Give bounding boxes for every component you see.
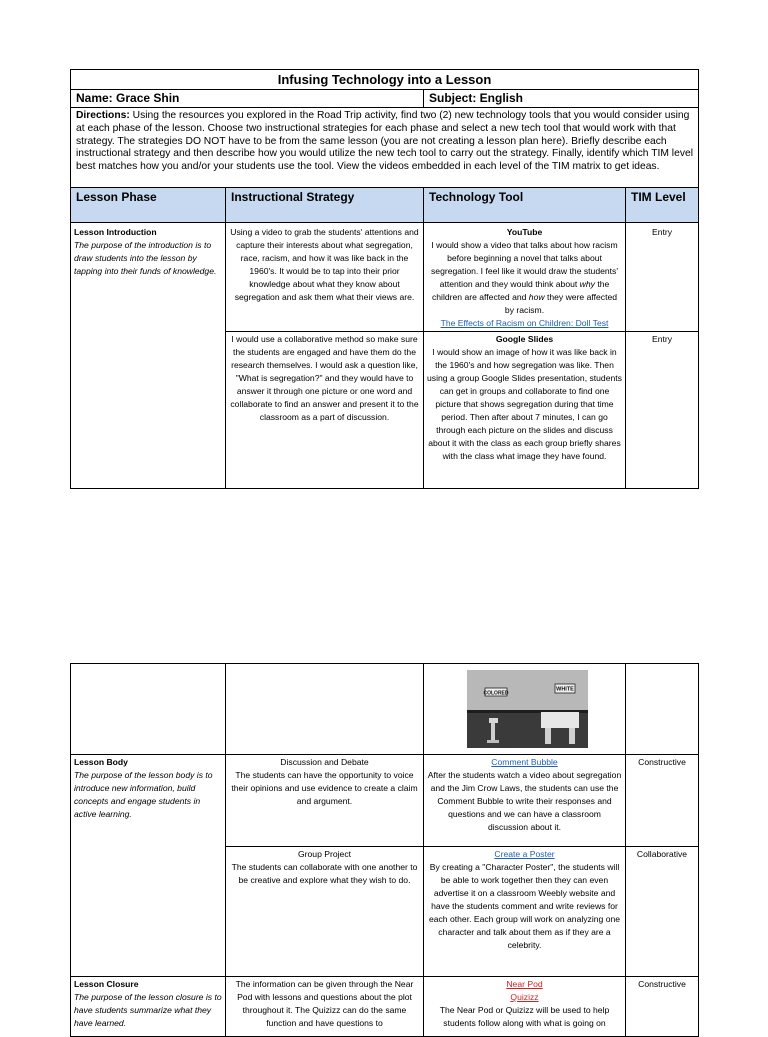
intro-tool-2 bbox=[424, 332, 626, 489]
body-tool-1-desc: After the students watch a video about segregation and the Jim Crow Laws, the students can use the Comment Bubble to write their responses and questions and we can have a classroom discussion about it. bbox=[427, 770, 622, 832]
blank-strategy-cell bbox=[226, 664, 424, 755]
body-tool-2 bbox=[424, 847, 626, 977]
intro-tim-2: Entry bbox=[626, 332, 699, 489]
intro-phase-cell bbox=[71, 223, 226, 489]
column-header-strategy: Instructional Strategy bbox=[226, 188, 424, 223]
body-strategy-1 bbox=[226, 755, 424, 847]
lesson-table-page1 bbox=[70, 69, 699, 489]
closure-phase-desc: The purpose of the lesson closure is to have students summarize what they have learned. bbox=[74, 992, 222, 1028]
white-sign: WHITE bbox=[556, 686, 574, 693]
strategy-title-discussion: Discussion and Debate bbox=[280, 757, 369, 767]
colored-sign: COLORED bbox=[483, 690, 509, 697]
body-phase-desc: The purpose of the lesson body is to introduce new information, build concepts and engage students in active learning. bbox=[74, 770, 213, 819]
body-tool-1 bbox=[424, 755, 626, 847]
closure-tim: Constructive bbox=[626, 977, 699, 1037]
document-title: Infusing Technology into a Lesson bbox=[71, 70, 699, 90]
column-header-phase: Lesson Phase bbox=[71, 188, 226, 223]
closure-tool-desc: The Near Pod or Quizizz will be used to help students follow along with what is going on bbox=[439, 1005, 610, 1028]
intro-tim-1: Entry bbox=[626, 223, 699, 332]
directions bbox=[71, 108, 699, 188]
body-tool-2-desc: By creating a "Character Poster", the students will be able to work together then they can even advertise it on a classroom Weebly website and have the students comment and write reviews for each other. Each group will work on analyzing one character and talk about them as if they are a celebrity. bbox=[428, 862, 621, 950]
column-header-tool: Technology Tool bbox=[424, 188, 626, 223]
doll-test-link[interactable]: The Effects of Racism on Children: Doll Test bbox=[440, 318, 609, 328]
closure-phase-title: Lesson Closure bbox=[74, 979, 139, 989]
intro-tool-1-desc: I would show a video that talks about how racism before beginning a novel that talks about segregation. I feel like it would draw the students' attention and they would think about why the children are affected and how they were affected by racism. bbox=[431, 240, 618, 315]
closure-strategy: The information can be given through the Near Pod with lessons and questions about the plot throughout it. The Quizizz can do the same function and have questions to bbox=[226, 977, 424, 1037]
quizizz-link[interactable]: Quizizz bbox=[510, 992, 539, 1002]
column-header-tim: TIM Level bbox=[626, 188, 699, 223]
strategy-title-group-project: Group Project bbox=[297, 849, 352, 859]
near-pod-link[interactable]: Near Pod bbox=[506, 979, 543, 989]
subject: Subject: English bbox=[424, 90, 699, 108]
segregation-photo-cell bbox=[424, 664, 626, 755]
segregated-fountains-photo bbox=[467, 670, 588, 748]
body-phase-title: Lesson Body bbox=[74, 757, 128, 767]
intro-phase-desc: The purpose of the introduction is to draw students into the lesson by tapping into their funds of knowledge. bbox=[74, 240, 217, 276]
tool-name-youtube: YouTube bbox=[506, 227, 543, 237]
create-poster-link[interactable]: Create a Poster bbox=[494, 849, 555, 859]
intro-strategy-1: Using a video to grab the students' attentions and capture their interests about what segregation, race, racism, and how it was like back in the 1960's. It would be to tap into their prior knowledge about what they know about segregation and ask them what their views are. bbox=[226, 223, 424, 332]
body-strategy-1-desc: The students can have the opportunity to voice their opinions and use evidence to create a claim and argument. bbox=[231, 770, 418, 806]
body-strategy-2-desc: The students can collaborate with one another to be creative and explore what they wish to do. bbox=[231, 862, 418, 885]
comment-bubble-link[interactable]: Comment Bubble bbox=[491, 757, 558, 767]
student-name: Name: Grace Shin bbox=[71, 90, 424, 108]
body-tim-2: Collaborative bbox=[626, 847, 699, 977]
directions-text: Using the resources you explored in the Road Trip activity, find two (2) new technology tools that you would consider using at each phase of the lesson. Choose two instructional strategies for each phase and select a new tech tool that would work with that strategy. The strategies DO NOT have to be from the same lesson (you are not creating a lesson plan here). Briefly describe each instructional strategy and then describe how you would utilize the new tech tool to carry out the strategy. Finally, identify which TIM level best matches how you and/or your students use the tool. View the videos embedded in each level of the TIM matrix to get ideas. bbox=[76, 110, 693, 173]
directions-label: Directions: bbox=[76, 110, 130, 121]
closure-phase-cell bbox=[71, 977, 226, 1037]
intro-tool-2-desc: I would show an image of how it was like back in the 1960's and how segregation was like. Then using a group Google Slides presentation, students can get in groups and collaborate to find one picture that shows segregation during that time period. Then after about 7 minutes, I can go through each picture on the slides and discuss about it with the class as each group briefly shares with the class what image they have found. bbox=[427, 347, 622, 461]
body-phase-cell bbox=[71, 755, 226, 977]
lesson-table-page2 bbox=[70, 663, 699, 1037]
intro-strategy-2: I would use a collaborative method so make sure the students are engaged and have them do the research themselves. I would ask a question like, "What is segregation?" and they would have to answer it through one picture or one word and collaborate to find an answer and present it to the classroom as a part of discussion. bbox=[226, 332, 424, 489]
body-tim-1: Constructive bbox=[626, 755, 699, 847]
blank-tim-cell bbox=[626, 664, 699, 755]
tool-name-google-slides: Google Slides bbox=[495, 334, 554, 344]
blank-phase-cell bbox=[71, 664, 226, 755]
intro-tool-1 bbox=[424, 223, 626, 332]
closure-tool bbox=[424, 977, 626, 1037]
body-strategy-2 bbox=[226, 847, 424, 977]
intro-phase-title: Lesson Introduction bbox=[74, 227, 157, 237]
